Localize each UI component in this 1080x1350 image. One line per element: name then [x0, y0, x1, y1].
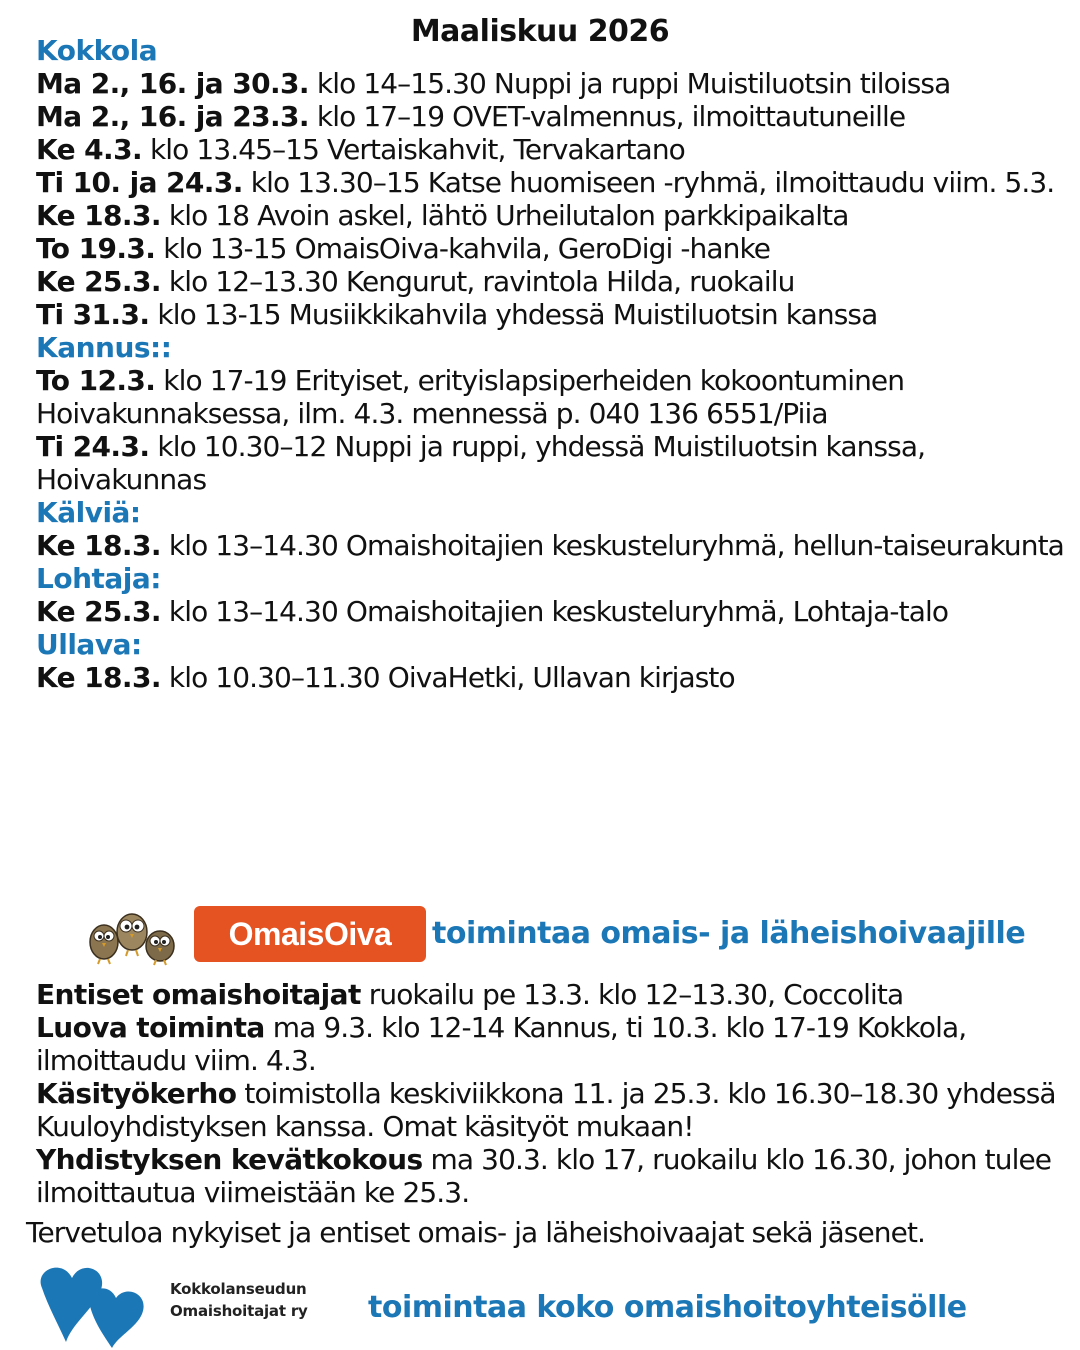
event-description: klo 13–14.30 Omaishoitajien keskusteluryhmä, Lohtaja-talo	[160, 595, 949, 628]
town-heading: Kannus::	[36, 331, 172, 364]
footer-tagline: toimintaa koko omaishoitoyhteisölle	[368, 1290, 967, 1325]
event-date: Ti 10. ja 24.3.	[36, 166, 243, 199]
activity-item	[36, 978, 1066, 1011]
event-date: To 19.3.	[36, 232, 156, 265]
activity-name: Yhdistyksen kevätkokous	[36, 1143, 423, 1176]
event-date: Ke 25.3.	[36, 265, 161, 298]
event-description: klo 13-15 Musiikkikahvila yhdessä Muistiluotsin kanssa	[149, 298, 878, 331]
organization-name	[170, 1278, 308, 1322]
event-date: Ti 31.3.	[36, 298, 150, 331]
activity-description: ruokailu pe 13.3. klo 12–13.30, Coccolita	[360, 978, 904, 1011]
activity-name: Luova toiminta	[36, 1011, 265, 1044]
omaisoiva-banner	[84, 904, 1064, 966]
town-heading: Ullava:	[36, 628, 142, 661]
event-description: klo 17–19 OVET-valmennus, ilmoittautuneille	[308, 100, 906, 133]
schedule-list	[36, 34, 1066, 694]
event-item	[36, 661, 1066, 694]
event-item	[36, 364, 1066, 430]
org-name-line2: Omaishoitajat ry	[170, 1302, 308, 1320]
town-heading: Kälviä:	[36, 496, 141, 529]
event-description: klo 10.30–11.30 OivaHetki, Ullavan kirjasto	[160, 661, 735, 694]
event-date: Ke 4.3.	[36, 133, 142, 166]
town-heading: Kokkola	[36, 34, 158, 67]
activity-description: ma 30.3. klo 17, ruokailu klo 16.30, johon tulee ilmoittautua viimeistään ke 25.3.	[36, 1143, 1052, 1209]
activity-item	[36, 1077, 1066, 1143]
heart-logo-icon	[32, 1258, 156, 1348]
activities-list	[36, 978, 1066, 1209]
event-item	[36, 232, 1066, 265]
welcome-text: Tervetuloa nykyiset ja entiset omais- ja läheishoivaajat sekä jäsenet.	[26, 1216, 926, 1249]
activity-name: Käsityökerho	[36, 1077, 237, 1110]
event-item	[36, 166, 1066, 199]
activity-description: ma 9.3. klo 12-14 Kannus, ti 10.3. klo 17-19 Kokkola, ilmoittaudu viim. 4.3.	[36, 1011, 967, 1077]
event-item	[36, 100, 1066, 133]
event-date: Ti 24.3.	[36, 430, 150, 463]
event-description: klo 13.45–15 Vertaiskahvit, Tervakartano	[141, 133, 685, 166]
org-name-line1: Kokkolanseudun	[170, 1280, 307, 1298]
event-date: Ke 18.3.	[36, 529, 161, 562]
activity-item	[36, 1143, 1066, 1209]
event-description: klo 14–15.30 Nuppi ja ruppi Muistiluotsin tiloissa	[308, 67, 951, 100]
event-description: klo 12–13.30 Kengurut, ravintola Hilda, ruokailu	[160, 265, 795, 298]
event-date: Ke 25.3.	[36, 595, 161, 628]
event-date: Ma 2., 16. ja 30.3.	[36, 67, 309, 100]
omaisoiva-logo: OmaisOiva	[194, 906, 426, 962]
event-item	[36, 298, 1066, 331]
town-heading: Lohtaja:	[36, 562, 161, 595]
event-date: Ke 18.3.	[36, 199, 161, 232]
event-description: klo 18 Avoin askel, lähtö Urheilutalon parkkipaikalta	[160, 199, 849, 232]
event-item	[36, 430, 1066, 496]
event-item	[36, 595, 1066, 628]
event-item	[36, 133, 1066, 166]
activity-name: Entiset omaishoitajat	[36, 978, 361, 1011]
event-date: Ke 18.3.	[36, 661, 161, 694]
event-description: klo 13–14.30 Omaishoitajien keskusteluryhmä, hellun-taiseurakunta	[160, 529, 1064, 562]
activity-item	[36, 1011, 1066, 1077]
activity-description: toimistolla keskiviikkona 11. ja 25.3. klo 16.30–18.30 yhdessä Kuuloyhdistyksen kanssa. Omat käsityöt mukaan!	[36, 1077, 1056, 1143]
event-date: Ma 2., 16. ja 23.3.	[36, 100, 309, 133]
event-date: To 12.3.	[36, 364, 156, 397]
event-description: klo 17-19 Erityiset, erityislapsiperheiden kokoontuminen Hoivakunnaksessa, ilm. 4.3. mennessä p. 040 136 6551/Piia	[36, 364, 905, 430]
owl-middle	[117, 914, 147, 956]
owl-left	[90, 925, 118, 964]
event-description: klo 10.30–12 Nuppi ja ruppi, yhdessä Muistiluotsin kanssa, Hoivakunnas	[36, 430, 926, 496]
omaisoiva-tagline: toimintaa omais- ja läheishoivaajille	[432, 916, 1026, 951]
event-description: klo 13-15 OmaisOiva-kahvila, GeroDigi -hanke	[155, 232, 771, 265]
event-item	[36, 265, 1066, 298]
event-item	[36, 199, 1066, 232]
event-item	[36, 529, 1066, 562]
event-item	[36, 67, 1066, 100]
event-description: klo 13.30–15 Katse huomiseen -ryhmä, ilmoittaudu viim. 5.3.	[242, 166, 1055, 199]
owls-icon	[84, 904, 184, 966]
page-title: Maaliskuu 2026	[410, 14, 670, 49]
owl-right	[146, 931, 174, 965]
